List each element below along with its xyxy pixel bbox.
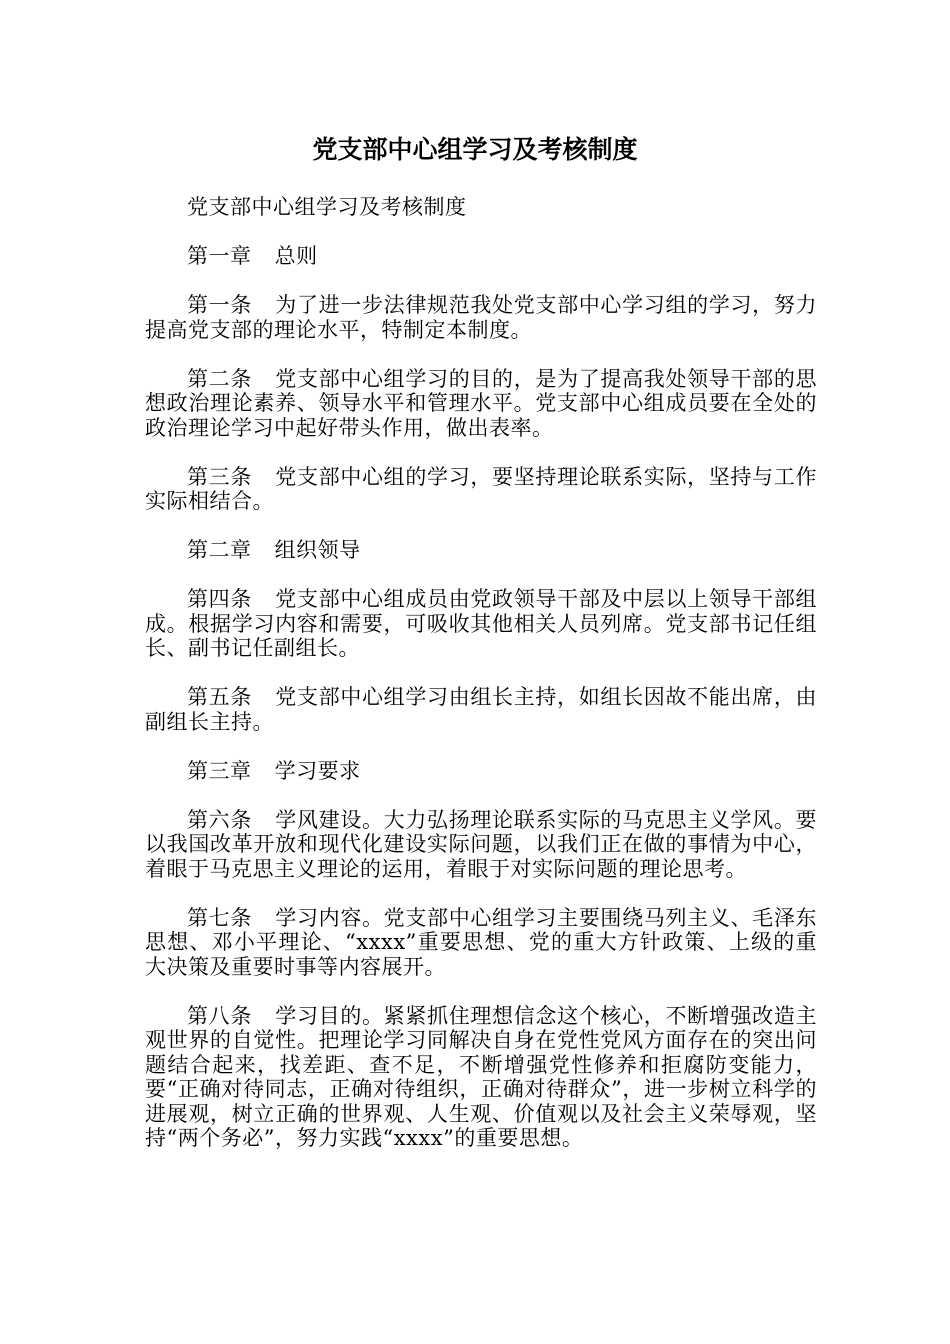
chapter-name: 组织领导 xyxy=(274,538,361,562)
article-text: 学习目的。紧紧抓住理想信念这个核心，不断增强改造主观世界的自觉性。把理论学习同解决自身在党性党风方面存在的突出问题结合起来，找差距、查不足，不断增强党性修养和拒腐防变能力，要“正确对待同志，正确对待组织，正确对待群众”，进一步树立科学的进展观，树立正确的世界观、人生观、价值观以及社会主义荣辱观，坚持“两个务必”，努力实践“xxxx”的重要思想。 xyxy=(145,1003,818,1150)
chapter-heading xyxy=(145,538,817,563)
article-text: 党支部中心组成员由党政领导干部及中层以上领导干部组成。根据学习内容和需要，可吸收其他相关人员列席。党支部书记任组长、副书记任副组长。 xyxy=(145,587,818,660)
chapter-name: 学习要求 xyxy=(274,758,361,783)
article-paragraph xyxy=(145,587,817,661)
article-paragraph xyxy=(145,367,817,441)
chapter-heading xyxy=(145,759,817,784)
document-title: 党支部中心组学习及考核制度 xyxy=(312,135,638,164)
article-paragraph xyxy=(145,293,817,342)
article-paragraph xyxy=(145,685,817,734)
article-text: 党支部中心组的学习，要坚持理论联系实际，坚持与工作实际相结合。 xyxy=(145,464,818,513)
article-label: 第三条 xyxy=(187,464,253,489)
chapter-heading xyxy=(145,244,817,269)
chapter-label: 第三章 xyxy=(187,758,252,783)
chapter-name: 总则 xyxy=(274,244,318,268)
article-text: 为了进一步法律规范我处党支部中心学习组的学习，努力提高党支部的理论水平，特制定本制度。 xyxy=(145,293,818,342)
article-text: 学习内容。党支部中心组学习主要围绕马列主义、毛泽东思想、邓小平理论、“xxxx”重要思想、党的重大方针政策、上级的重大决策及重要时事等内容展开。 xyxy=(145,905,818,979)
article-label: 第八条 xyxy=(187,1003,253,1028)
document-body xyxy=(145,195,817,1175)
article-paragraph xyxy=(145,808,817,882)
article-text: 学风建设。大力弘扬理论联系实际的马克思主义学风。要以我国改革开放和现代化建设实际问题，以我们正在做的事情为中心，着眼于马克思主义理论的运用，着眼于对实际问题的理论思考。 xyxy=(145,807,818,881)
chapter-label: 第二章 xyxy=(187,538,252,562)
article-text: 党支部中心组学习的目的，是为了提高我处领导干部的思想政治理论素养、领导水平和管理水平。党支部中心组成员要在全处的政治理论学习中起好带头作用，做出表率。 xyxy=(145,366,818,440)
article-paragraph xyxy=(145,906,817,980)
document-subtitle: 党支部中心组学习及考核制度 xyxy=(187,195,467,219)
article-label: 第一条 xyxy=(187,293,253,317)
article-paragraph xyxy=(145,465,817,514)
article-label: 第七条 xyxy=(187,905,253,930)
article-label: 第二条 xyxy=(187,366,253,391)
chapter-label: 第一章 xyxy=(187,244,252,268)
article-label: 第五条 xyxy=(187,685,253,709)
article-text: 党支部中心组学习由组长主持，如组长因故不能出席，由副组长主持。 xyxy=(145,685,818,734)
article-paragraph xyxy=(145,1004,817,1151)
article-label: 第六条 xyxy=(187,807,253,832)
article-label: 第四条 xyxy=(187,587,253,611)
